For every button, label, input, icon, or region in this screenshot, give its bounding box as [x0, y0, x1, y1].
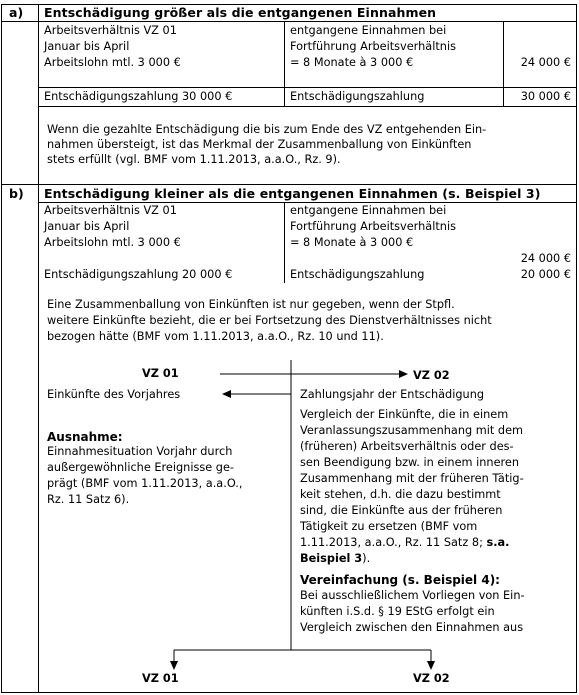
compare-line-9 [300, 536, 509, 550]
diagram-vz02-top: VZ 02 [413, 369, 450, 382]
compare-line-3: (früheren) Arbeitsverhältnis oder des- [300, 440, 514, 453]
section-a-left-payment: Entschädigungszahlung 30 000 € [44, 90, 233, 103]
section-a-paragraph-line-3: stets erfüllt (vgl. BMF vom 1.11.2013, a.a.O., Rz. 9). [47, 153, 341, 166]
compare-line-10 [300, 552, 370, 566]
section-b-mid-payment: Entschädigungszahlung [290, 268, 425, 281]
simplification-line-3: Vergleich zwischen den Einnahmen aus [300, 621, 524, 634]
compare-last-bold: s.a. [486, 536, 510, 549]
section-a-title: Entschädigung größer als die entgangenen Einnahmen [44, 5, 437, 20]
section-b-mid-line-2: Fortführung Arbeitsverhältnis [290, 220, 456, 233]
simplification-line-1: Bei ausschließlichem Vorliegen von Ein- [300, 589, 525, 602]
diagram-left-label: Einkünfte des Vorjahres [47, 388, 181, 401]
section-b-left-line-2: Januar bis April [44, 220, 130, 233]
section-a-paragraph-line-2: nahmen übersteigt, ist das Merkmal der Zusammenballung von Einkünften [47, 138, 472, 151]
section-a-marker: a) [9, 5, 24, 20]
exception-title: Ausnahme: [47, 430, 123, 444]
section-a-right-payment: 30 000 € [520, 90, 571, 103]
compare-line-1: Vergleich der Einkünfte, die in einem [300, 408, 509, 421]
section-b-mid-line-1: entgangene Einnahmen bei [290, 204, 447, 217]
compare-line-4: sen Beendigung bzw. in einem inneren [300, 456, 520, 469]
section-b-right-payment: 20 000 € [520, 268, 571, 281]
section-a-paragraph-line-1: Wenn die gezahlte Entschädigung die bis zum Ende des VZ entgehenden Ein- [47, 123, 487, 136]
section-a-left-line-1: Arbeitsverhältnis VZ 01 [44, 24, 177, 37]
section-a-mid-line-3: = 8 Monate à 3 000 € [290, 56, 414, 69]
diagram-vz01-bottom: VZ 01 [142, 672, 179, 685]
compare-line-5: Zusammenhang mit der früheren Tätig- [300, 472, 524, 485]
section-a-mid-payment: Entschädigungszahlung [290, 90, 425, 103]
section-a-mid-line-2: Fortführung Arbeitsverhältnis [290, 40, 456, 53]
compare-line-8: Tätigkeit zu ersetzen (BMF vom [300, 520, 478, 533]
exception-line-3: prägt (BMF vom 1.11.2013, a.a.O., [47, 477, 243, 490]
compare-line-6: keit stehen, d.h. die dazu bestimmt [300, 488, 501, 501]
section-a-mid-line-1: entgangene Einnahmen bei [290, 24, 447, 37]
exception-line-4: Rz. 11 Satz 6). [47, 493, 130, 506]
simplification-line-2: künften i.S.d. § 19 EStG erfolgt ein [300, 605, 495, 618]
section-b-title: Entschädigung kleiner als die entgangenen Einnahmen (s. Beispiel 3) [44, 186, 541, 201]
section-b-left-line-3: Arbeitslohn mtl. 3 000 € [44, 236, 181, 249]
diagram-vz01-top: VZ 01 [142, 367, 179, 380]
section-a-right-value: 24 000 € [520, 56, 571, 69]
diagram-right-label: Zahlungsjahr der Entschädigung [300, 388, 485, 401]
exception-line-2: außergewöhnliche Ereignisse ge- [47, 461, 234, 474]
section-a-left-line-2: Januar bis April [44, 40, 130, 53]
section-b-mid-line-3: = 8 Monate à 3 000 € [290, 236, 414, 249]
exception-line-1: Einnahmesituation Vorjahr durch [47, 445, 233, 458]
section-b-right-value: 24 000 € [520, 252, 571, 265]
section-b-left-payment: Entschädigungszahlung 20 000 € [44, 268, 233, 281]
compare-end-bold: Beispiel 3 [300, 552, 363, 565]
compare-line-7: sind, die Einkünfte aus der früheren [300, 504, 503, 517]
diagram-vz02-bottom: VZ 02 [413, 672, 450, 685]
section-b-paragraph-line-1: Eine Zusammenballung von Einkünften ist nur gegeben, wenn der Stpfl. [47, 298, 455, 311]
section-a-left-line-3: Arbeitslohn mtl. 3 000 € [44, 56, 181, 69]
section-b-left-line-1: Arbeitsverhältnis VZ 01 [44, 204, 177, 217]
compare-end-normal: ). [362, 552, 371, 565]
section-b-paragraph-line-3: bezogen hätte (BMF vom 1.11.2013, a.a.O., Rz. 10 und 11). [47, 330, 384, 343]
compare-line-2: Veranlassungszusammenhang mit dem [300, 424, 524, 437]
compare-last-normal: 1.11.2013, a.a.O., Rz. 11 Satz 8; [300, 536, 487, 549]
section-b-paragraph-line-2: weitere Einkünfte bezieht, die er bei Fortsetzung des Dienstverhältnisses nicht [47, 314, 492, 327]
section-b-marker: b) [9, 186, 24, 201]
simplification-title: Vereinfachung (s. Beispiel 4): [300, 573, 500, 587]
